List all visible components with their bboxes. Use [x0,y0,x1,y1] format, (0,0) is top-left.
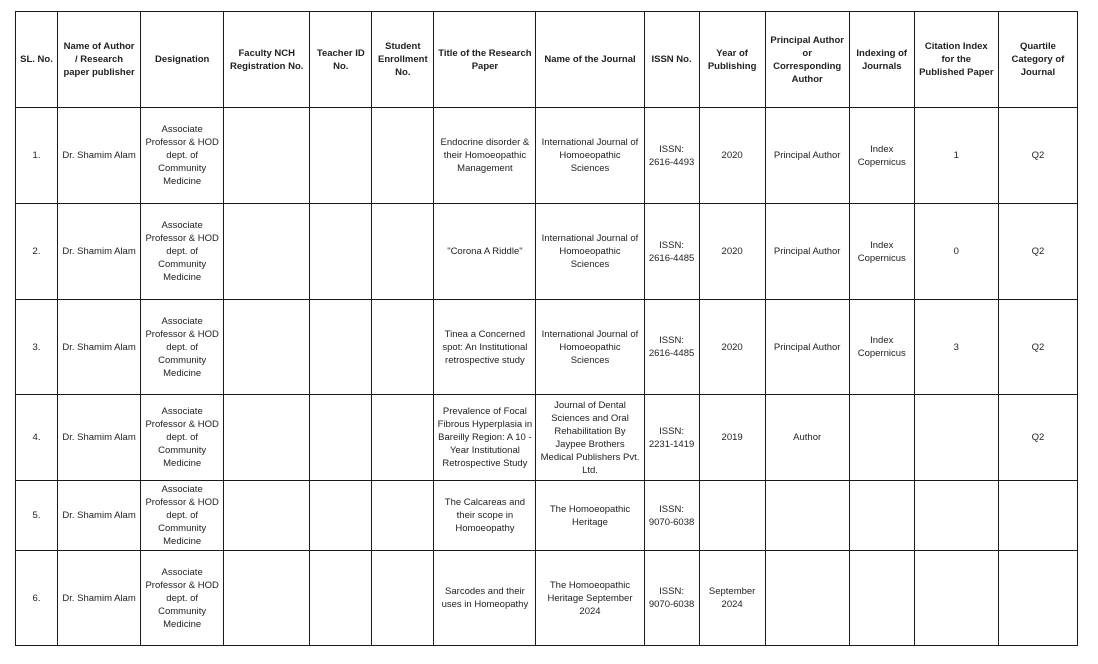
cell-student-enrollment [372,481,434,551]
cell-principal-author: Principal Author [765,300,849,395]
cell-sl-no: 5. [16,481,58,551]
cell-indexing: Index Copernicus [849,204,914,300]
cell-student-enrollment [372,108,434,204]
cell-year: 2020 [699,300,765,395]
header-teacher-id: Teacher ID No. [310,12,372,108]
cell-issn: ISSN: 9070-6038 [644,551,699,646]
cell-principal-author: Principal Author [765,204,849,300]
cell-indexing [849,551,914,646]
header-student-enrollment: Student Enrollment No. [372,12,434,108]
cell-paper-title: The Calcareas and their scope in Homoeopathy [434,481,536,551]
header-author: Name of Author / Research paper publisher [58,12,141,108]
header-principal-author: Principal Author or Corresponding Author [765,12,849,108]
cell-journal-name: The Homoeopathic Heritage [536,481,644,551]
cell-indexing: Index Copernicus [849,300,914,395]
cell-quartile: Q2 [998,395,1077,481]
cell-student-enrollment [372,395,434,481]
cell-year: September 2024 [699,551,765,646]
cell-journal-name: The Homoeopathic Heritage September 2024 [536,551,644,646]
cell-student-enrollment [372,551,434,646]
cell-sl-no: 4. [16,395,58,481]
cell-journal-name: International Journal of Homoeopathic Sciences [536,108,644,204]
cell-teacher-id [310,551,372,646]
cell-teacher-id [310,108,372,204]
cell-citation-index: 0 [914,204,998,300]
cell-sl-no: 1. [16,108,58,204]
cell-designation: Associate Professor & HOD dept. of Community Medicine [141,300,224,395]
table-row [16,204,1078,300]
cell-student-enrollment [372,300,434,395]
cell-year [699,481,765,551]
cell-citation-index [914,395,998,481]
header-row [16,12,1078,108]
cell-citation-index [914,481,998,551]
cell-nch-registration [224,481,310,551]
table-row [16,481,1078,551]
cell-paper-title: Tinea a Concerned spot: An Institutional retrospective study [434,300,536,395]
header-citation-index: Citation Index for the Published Paper [914,12,998,108]
cell-principal-author [765,551,849,646]
cell-indexing [849,395,914,481]
cell-designation: Associate Professor & HOD dept. of Community Medicine [141,108,224,204]
header-journal-name: Name of the Journal [536,12,644,108]
cell-nch-registration [224,204,310,300]
cell-year: 2019 [699,395,765,481]
cell-quartile [998,551,1077,646]
cell-teacher-id [310,300,372,395]
cell-teacher-id [310,395,372,481]
cell-author: Dr. Shamim Alam [58,300,141,395]
cell-quartile [998,481,1077,551]
cell-issn: ISSN: 2616-4493 [644,108,699,204]
cell-indexing [849,481,914,551]
cell-issn: ISSN: 2616-4485 [644,300,699,395]
table-row [16,551,1078,646]
cell-author: Dr. Shamim Alam [58,108,141,204]
cell-sl-no: 2. [16,204,58,300]
table-row [16,108,1078,204]
cell-author: Dr. Shamim Alam [58,204,141,300]
cell-sl-no: 6. [16,551,58,646]
cell-quartile: Q2 [998,204,1077,300]
publications-table [15,11,1078,646]
cell-teacher-id [310,204,372,300]
cell-nch-registration [224,300,310,395]
cell-principal-author: Principal Author [765,108,849,204]
cell-issn: ISSN: 2231-1419 [644,395,699,481]
cell-quartile: Q2 [998,300,1077,395]
cell-issn: ISSN: 9070-6038 [644,481,699,551]
cell-paper-title: Endocrine disorder & their Homoeopathic Management [434,108,536,204]
header-sl-no: SL. No. [16,12,58,108]
header-quartile: Quartile Category of Journal [998,12,1077,108]
cell-citation-index [914,551,998,646]
cell-year: 2020 [699,108,765,204]
cell-journal-name: International Journal of Homoeopathic Sciences [536,204,644,300]
cell-nch-registration [224,108,310,204]
cell-citation-index: 3 [914,300,998,395]
cell-indexing: Index Copernicus [849,108,914,204]
cell-designation: Associate Professor & HOD dept. of Community Medicine [141,551,224,646]
cell-paper-title: Prevalence of Focal Fibrous Hyperplasia in Bareilly Region: A 10 - Year Institutional Retrospective Study [434,395,536,481]
header-paper-title: Title of the Research Paper [434,12,536,108]
cell-citation-index: 1 [914,108,998,204]
cell-journal-name: International Journal of Homoeopathic Sciences [536,300,644,395]
header-designation: Designation [141,12,224,108]
header-issn: ISSN No. [644,12,699,108]
header-year: Year of Publishing [699,12,765,108]
cell-journal-name: Journal of Dental Sciences and Oral Rehabilitation By Jaypee Brothers Medical Publishers Pvt. Ltd. [536,395,644,481]
table-row [16,300,1078,395]
cell-sl-no: 3. [16,300,58,395]
cell-quartile: Q2 [998,108,1077,204]
cell-designation: Associate Professor & HOD dept. of Community Medicine [141,395,224,481]
cell-author: Dr. Shamim Alam [58,481,141,551]
cell-paper-title: "Corona A Riddle" [434,204,536,300]
cell-principal-author: Author [765,395,849,481]
cell-paper-title: Sarcodes and their uses in Homeopathy [434,551,536,646]
header-nch-registration: Faculty NCH Registration No. [224,12,310,108]
table-row [16,395,1078,481]
cell-principal-author [765,481,849,551]
cell-teacher-id [310,481,372,551]
cell-designation: Associate Professor & HOD dept. of Community Medicine [141,204,224,300]
cell-nch-registration [224,551,310,646]
cell-year: 2020 [699,204,765,300]
cell-student-enrollment [372,204,434,300]
header-indexing: Indexing of Journals [849,12,914,108]
cell-nch-registration [224,395,310,481]
cell-issn: ISSN: 2616-4485 [644,204,699,300]
cell-designation: Associate Professor & HOD dept. of Community Medicine [141,481,224,551]
cell-author: Dr. Shamim Alam [58,551,141,646]
cell-author: Dr. Shamim Alam [58,395,141,481]
